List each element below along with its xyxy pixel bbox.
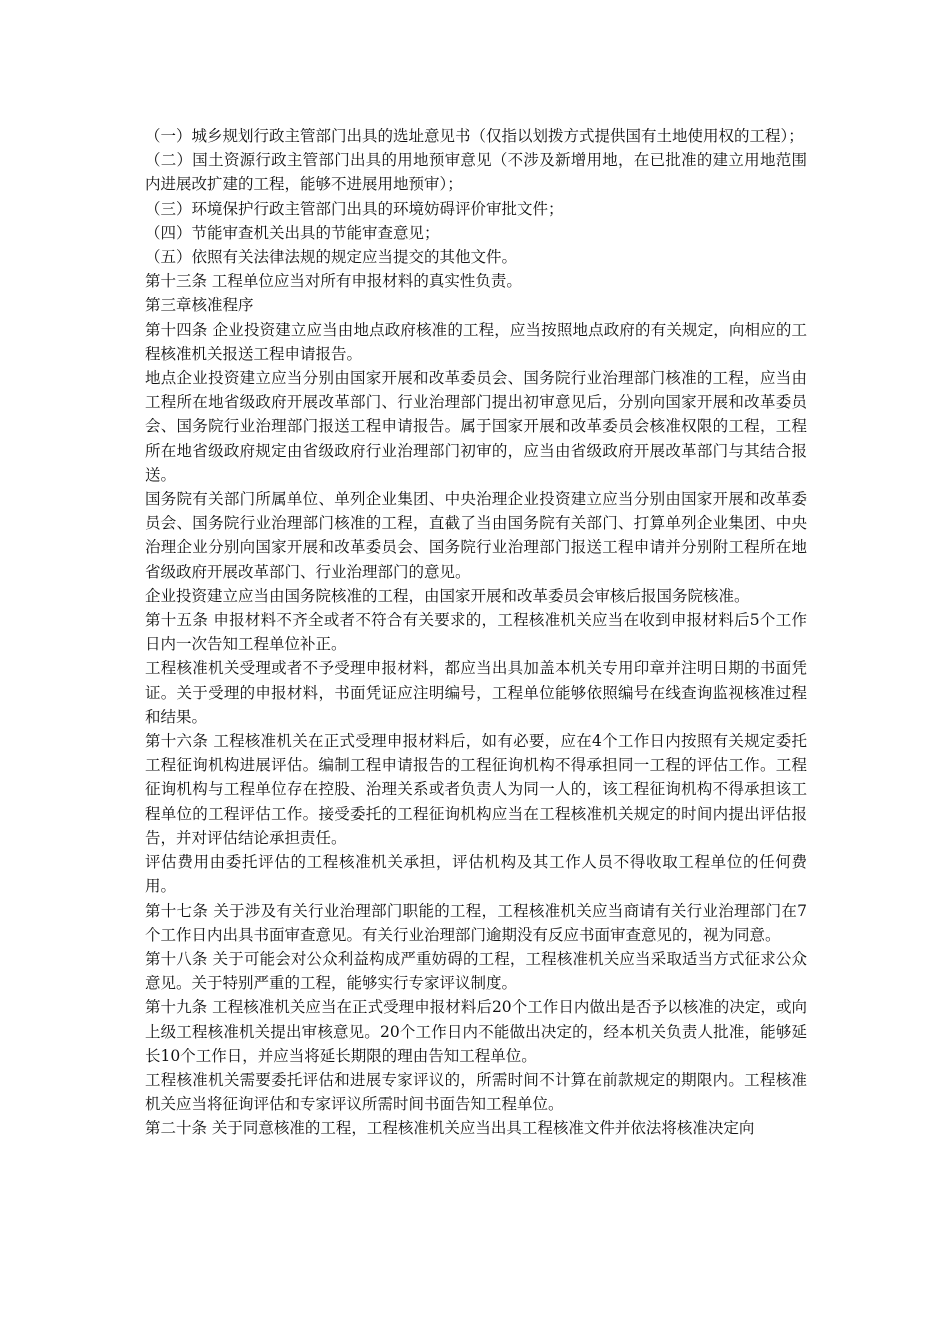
article-17: 第十七条 关于涉及有关行业治理部门职能的工程，工程核准机关应当商请有关行业治理部门在7个工作日内出具书面审查意见。有关行业治理部门逾期没有反应书面审查意见的，视为同意。: [145, 901, 807, 944]
article-19-paragraph-2: 工程核准机关需要委托评估和进展专家评议的，所需时间不计算在前款规定的期限内。工程核准机关应当将征询评估和专家评议所需时间书面告知工程单位。: [145, 1070, 807, 1114]
article-19: 第十九条 工程核准机关应当在正式受理申报材料后20个工作日内做出是否予以核准的决定，或向上级工程核准机关提出审核意见。20个工作日内不能做出决定的，经本机关负责人批准，能够延长10个工作日，并应当将延长期限的理由告知工程单位。: [145, 998, 807, 1065]
paragraph-item-2-land-pre-review: （二）国土资源行政主管部门出具的用地预审意见（不涉及新增用地，在已批准的建立用地范围内进展改扩建的工程，能够不进展用地预审）；: [145, 151, 807, 194]
article-18: 第十八条 关于可能会对公众利益构成严重妨碍的工程，工程核准机关应当采取适当方式征求公众意见。关于特别严重的工程，能够实行专家评议制度。: [145, 949, 807, 993]
paragraph-item-5-other-docs: （五）依照有关法律法规的规定应当提交的其他文件。: [145, 248, 518, 267]
paragraph-item-1-site-opinion: （一）城乡规划行政主管部门出具的选址意见书（仅指以划拨方式提供国有土地使用权的工程）；: [145, 127, 804, 145]
article-15: 第十五条 申报材料不齐全或者不符合有关要求的，工程核准机关应当在收到申报材料后5个工作日内一次告知工程单位补正。: [145, 611, 807, 654]
chapter-3-heading: 第三章核准程序: [145, 296, 254, 315]
article-16: 第十六条 工程核准机关在正式受理申报材料后，如有必要，应在4个工作日内按照有关规定委托工程征询机构进展评估。编制工程申请报告的工程征询机构不得承担同一工程的评估工作。工程征询机构与工程单位存在控股、治理关系或者负责人为同一人的，该工程征询机构不得承担该工程单位的工程评估工作。接受委托的工程征询机构应当在工程核准机关规定的时间内提出评估报告，并对评估结论承担责任。: [145, 732, 807, 847]
article-14-paragraph-2: 地点企业投资建立应当分别由国家开展和改革委员会、国务院行业治理部门核准的工程，应当由工程所在地省级政府开展改革部门、行业治理部门提出初审意见后，分别向国家开展和改革委员会、国务院行业治理部门报送工程申请报告。属于国家开展和改革委员会核准权限的工程，工程所在地省级政府规定由省级政府行业治理部门初审的，应当由省级政府开展改革部门与其结合报送。: [145, 369, 807, 484]
document-body: [145, 124, 807, 1141]
paragraph-item-4-energy: （四）节能审查机关出具的节能审查意见；: [145, 223, 440, 242]
article-16-paragraph-2: 评估费用由委托评估的工程核准机关承担，评估机构及其工作人员不得收取工程单位的任何费用。: [145, 853, 807, 896]
article-14: 第十四条 企业投资建立应当由地点政府核准的工程，应当按照地点政府的有关规定，向相应的工程核准机关报送工程申请报告。: [145, 320, 807, 363]
paragraph-item-3-environment: （三）环境保护行政主管部门出具的环境妨碍评价审批文件；: [145, 199, 564, 218]
article-20: 第二十条 关于同意核准的工程，工程核准机关应当出具工程核准文件并依法将核准决定向: [145, 1119, 755, 1138]
article-14-paragraph-3: 国务院有关部门所属单位、单列企业集团、中央治理企业投资建立应当分别由国家开展和改革委员会、国务院行业治理部门核准的工程，直截了当由国务院有关部门、打算单列企业集团、中央治理企业分别向国家开展和改革委员会、国务院行业治理部门报送工程申请并分别附工程所在地省级政府开展改革部门、行业治理部门的意见。: [145, 490, 807, 581]
article-14-paragraph-4: 企业投资建立应当由国务院核准的工程，由国家开展和改革委员会审核后报国务院核准。: [145, 586, 750, 605]
article-15-paragraph-2: 工程核准机关受理或者不予受理申报材料，都应当出具加盖本机关专用印章并注明日期的书面凭证。关于受理的申报材料，书面凭证应注明编号，工程单位能够依照编号在线查询监视核准过程和结果。: [145, 659, 807, 726]
article-13: 第十三条 工程单位应当对所有申报材料的真实性负责。: [145, 272, 522, 291]
